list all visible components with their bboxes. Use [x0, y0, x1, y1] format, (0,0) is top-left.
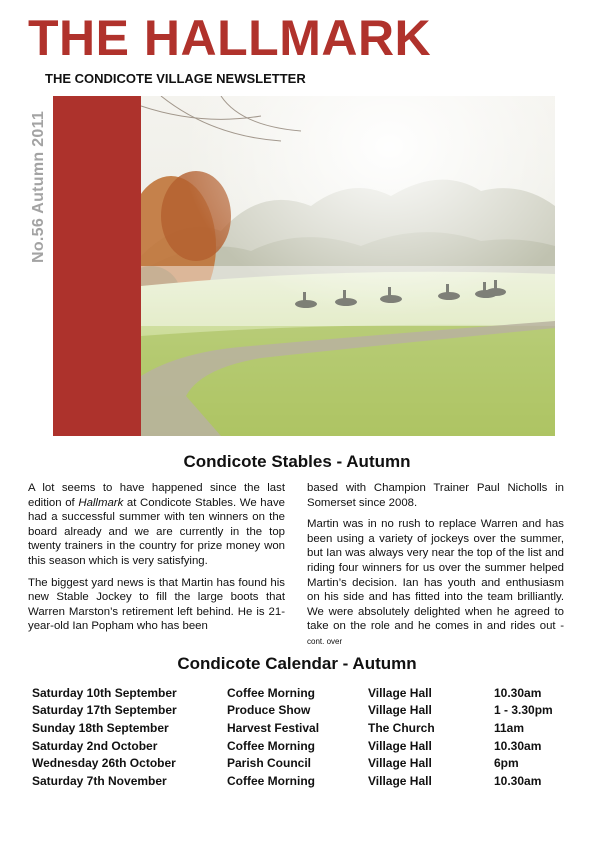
event-name: Produce Show — [227, 703, 311, 718]
cover-photo — [141, 96, 555, 436]
calendar-heading: Condicote Calendar - Autumn — [177, 654, 417, 673]
event-venue: The Church — [368, 720, 435, 735]
article-paragraph: A lot seems to have happened since the last edition of Hallmark at Condicote Stables. We have had a successful summer with ten winners on the board already and we are currently in the top twenty trainers in the country for prize money won this season which is very satisfying. — [28, 482, 285, 567]
event-venue: Village Hall — [368, 685, 432, 700]
event-date: Saturday 10th September — [32, 685, 177, 700]
event-venue: Village Hall — [368, 738, 432, 753]
article-paragraph: based with Champion Trainer Paul Nicholls in Somerset since 2008. — [307, 482, 564, 509]
issue-label: No.56 Autumn 2011 — [30, 110, 47, 263]
article-column-left — [28, 481, 285, 641]
event-date: Saturday 7th November — [32, 773, 167, 788]
calendar-row — [32, 684, 572, 702]
accent-bar — [53, 96, 141, 436]
event-name: Coffee Morning — [227, 685, 315, 700]
article-column-right — [307, 481, 564, 657]
calendar-table — [32, 684, 572, 790]
calendar-row — [32, 719, 572, 737]
event-date: Wednesday 26th October — [32, 756, 176, 771]
event-date: Saturday 17th September — [32, 703, 177, 718]
calendar-row — [32, 772, 572, 790]
event-venue: Village Hall — [368, 703, 432, 718]
event-name: Coffee Morning — [227, 738, 315, 753]
event-time: 11am — [494, 720, 525, 735]
event-date: Saturday 2nd October — [32, 738, 158, 753]
article-paragraph: The biggest yard news is that Martin has found his new Stable Jockey to fill the large boots that Warren Marston’s retirement left behind. He is 21-year-old Ian Popham who has been — [28, 576, 285, 633]
event-time: 1 - 3.30pm — [494, 703, 553, 718]
event-name: Harvest Festival — [227, 720, 320, 735]
calendar-row — [32, 702, 572, 720]
event-venue: Village Hall — [368, 773, 432, 788]
event-venue: Village Hall — [368, 756, 432, 771]
calendar-row — [32, 754, 572, 772]
stables-heading: Condicote Stables - Autumn — [183, 452, 411, 471]
event-date: Sunday 18th September — [32, 720, 169, 735]
event-time: 10.30am — [494, 685, 542, 700]
event-time: 6pm — [494, 756, 519, 771]
event-time: 10.30am — [494, 738, 542, 753]
event-time: 10.30am — [494, 773, 542, 788]
event-name: Parish Council — [227, 756, 312, 771]
event-name: Coffee Morning — [227, 773, 315, 788]
newsletter-subtitle: THE CONDICOTE VILLAGE NEWSLETTER — [45, 71, 306, 86]
article-paragraph: Martin was in no rush to replace Warren and has been using a variety of jockeys over the summer, but Ian was always very near the top of the list and riding four winners for us over the summer helped Martin’s decision. Ian has youth and enthusiasm on his side and has fitted into the team brilliantly. We were absolutely delighted when he agreed to take on the role and he comes in and rides out - cont. over — [307, 518, 564, 646]
calendar-row — [32, 737, 572, 755]
continued-note: cont. over — [307, 636, 343, 646]
newsletter-title: THE HALLMARK — [28, 10, 432, 66]
